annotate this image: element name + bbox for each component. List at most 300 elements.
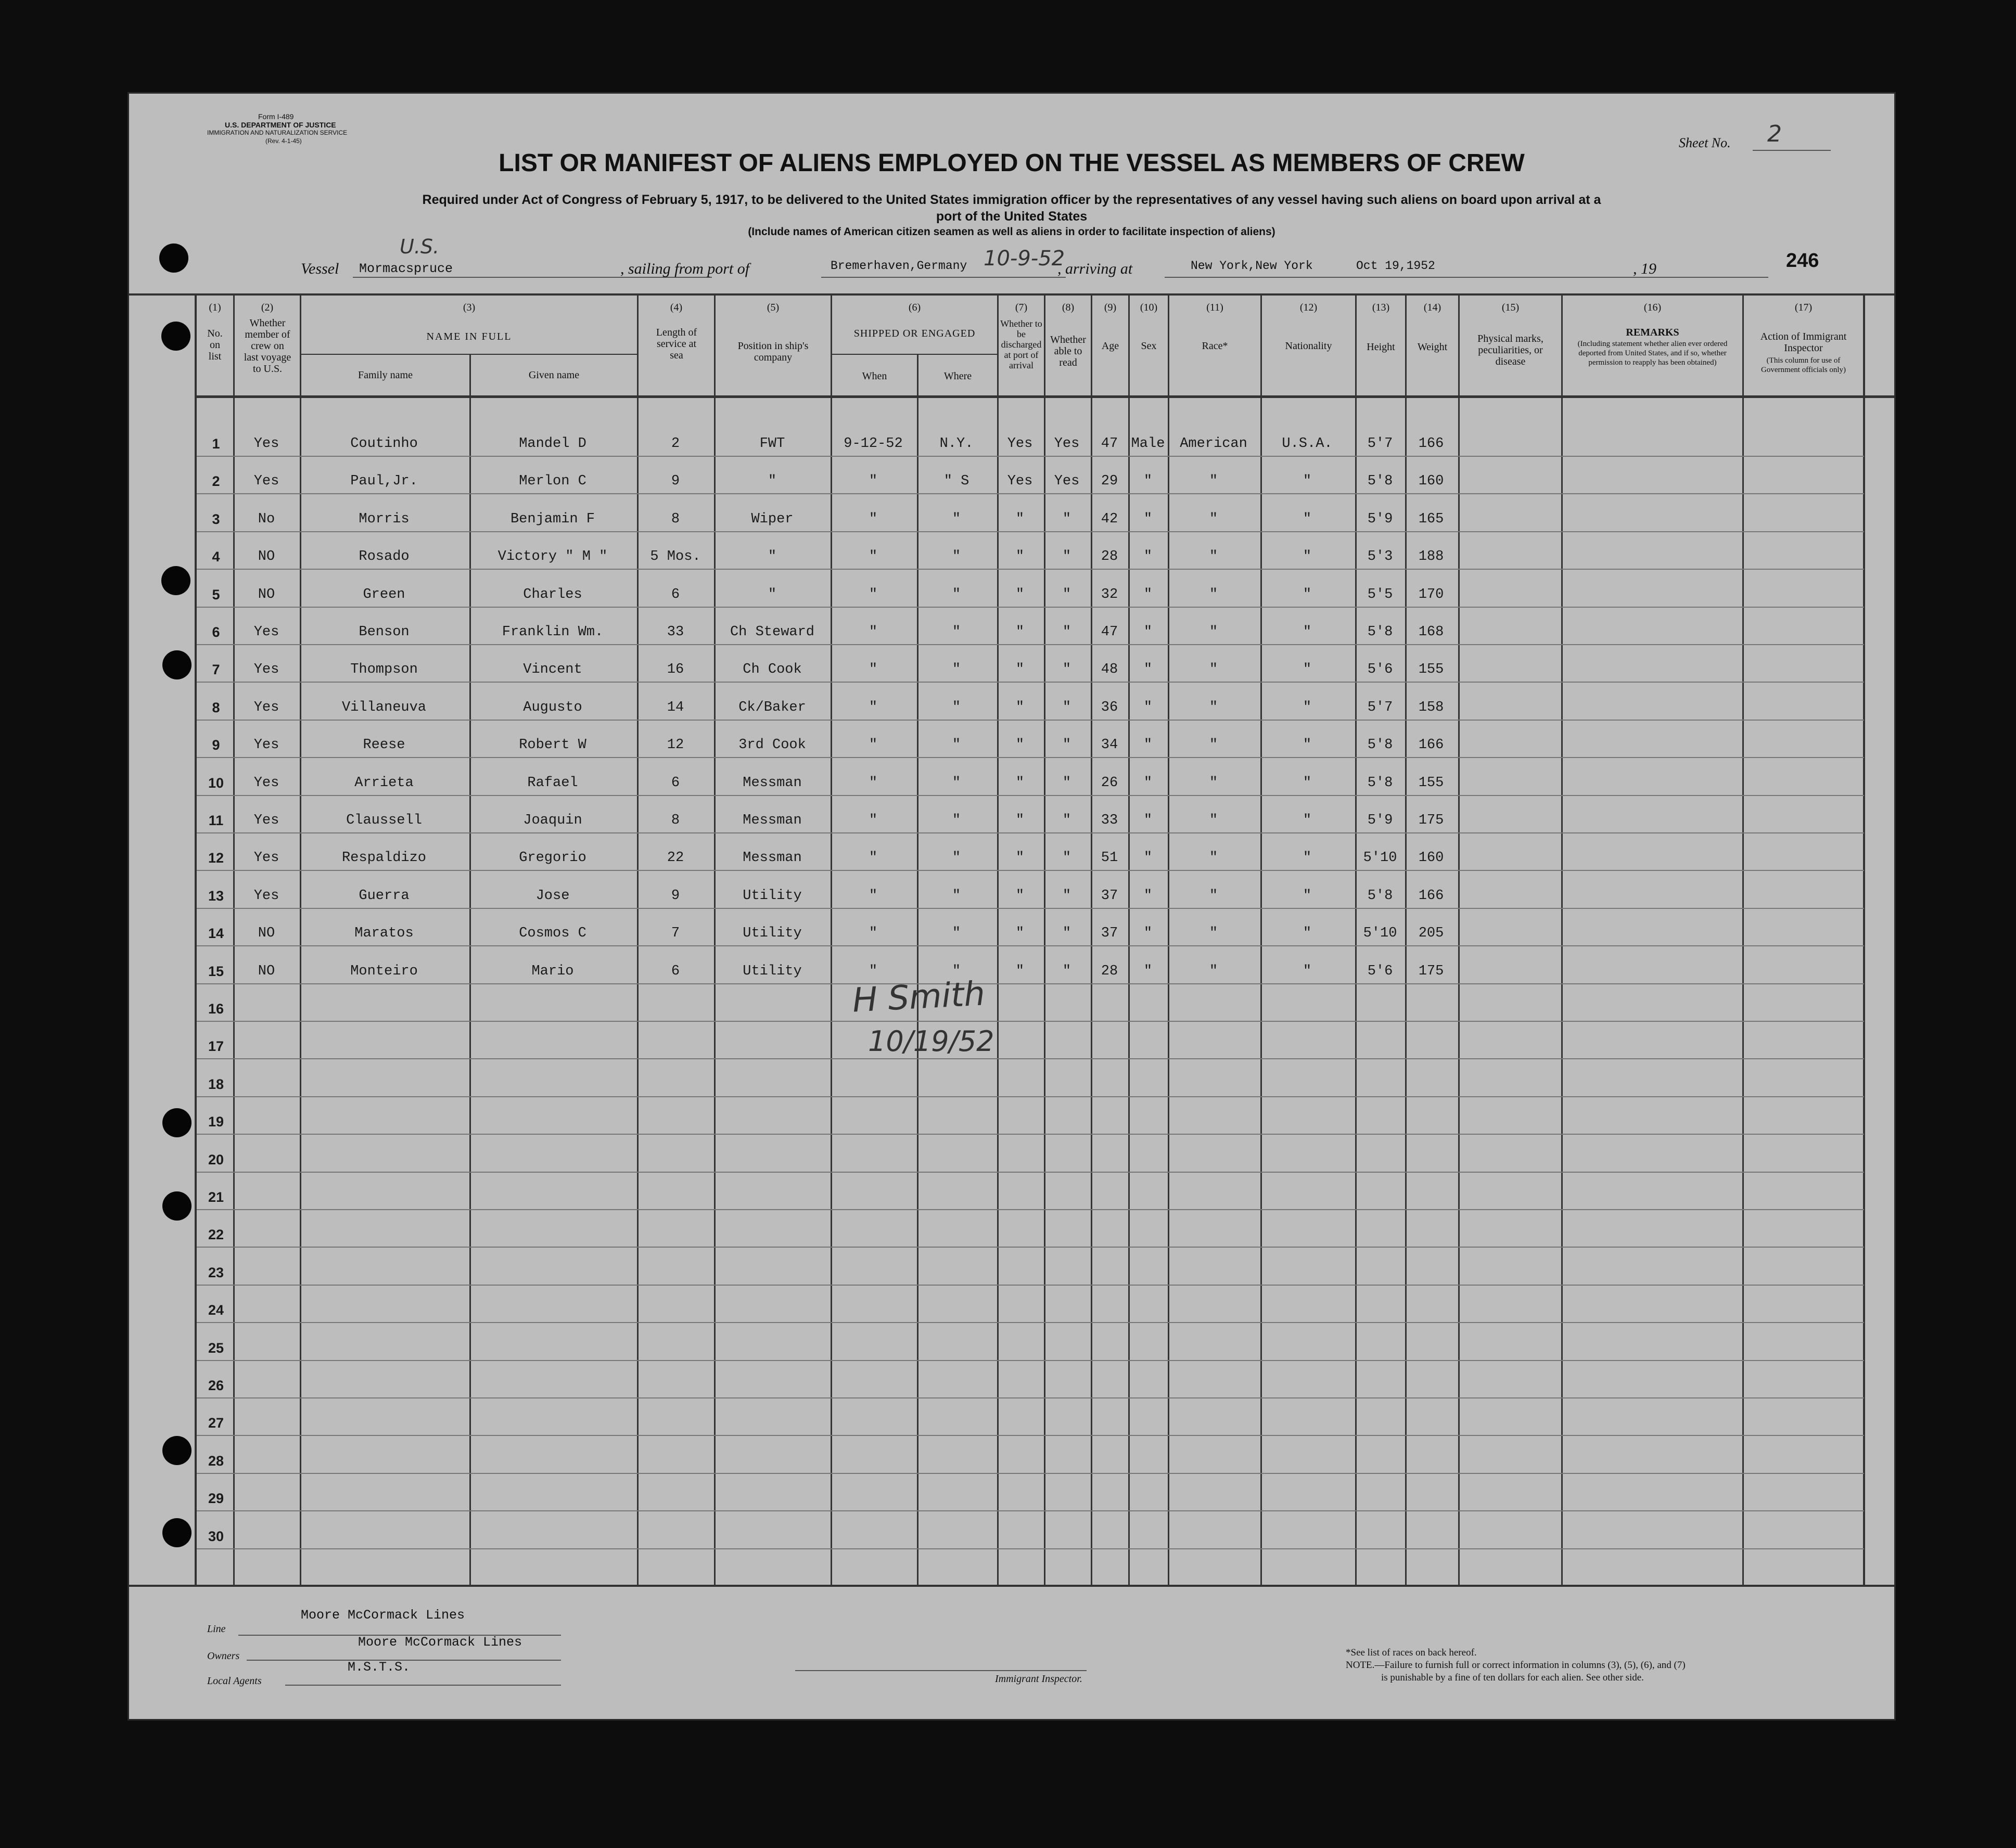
cell-shipped-when: 9-12-52 [844, 436, 903, 452]
cell-position: " [768, 473, 777, 490]
col8-header: Whether able to read [1050, 334, 1086, 368]
cell-shipped-when: " [869, 624, 878, 640]
form-subtitle-2: port of the United States [936, 209, 1088, 224]
cell-to-be-discharged: " [1015, 586, 1025, 602]
cell-sex: " [1143, 699, 1153, 715]
cell-length-of-service: 6 [671, 963, 680, 979]
punch-hole [162, 1191, 192, 1221]
signature-date: 10/19/52 [868, 1025, 994, 1058]
col14-number: (14) [1423, 302, 1441, 313]
col12-number: (12) [1299, 302, 1318, 313]
cell-sex: " [1143, 888, 1153, 904]
punch-hole [162, 650, 192, 679]
cell-shipped-where: " [952, 549, 961, 565]
cell-able-to-read: " [1062, 549, 1071, 565]
cell-prev-voyage: NO [258, 549, 275, 565]
cell-able-to-read: " [1062, 926, 1071, 942]
cell-shipped-when: " [869, 813, 878, 828]
cell-race: " [1209, 699, 1218, 715]
form-subtitle-3: (Include names of American citizen seamen as well as aliens in order to facilitate inspection of aliens) [748, 226, 1275, 238]
col2-header: Whether member of crew on last voyage to U.S. [244, 317, 291, 375]
row-number: 22 [208, 1227, 224, 1243]
row-rule [197, 1134, 1864, 1135]
cell-shipped-where: " [952, 699, 961, 715]
cell-able-to-read: " [1062, 586, 1071, 602]
col-border [469, 354, 471, 1587]
col9-header: Age [1101, 340, 1119, 352]
row-rule [197, 531, 1864, 532]
cell-given-name: Mandel D [519, 436, 586, 452]
row-number: 11 [208, 813, 224, 828]
sheet-number: 2 [1767, 121, 1782, 147]
cell-position: FWT [759, 436, 785, 452]
row-rule [197, 945, 1864, 946]
cell-height: 5'8 [1367, 473, 1393, 490]
cell-family-name: Thompson [350, 662, 418, 678]
cell-family-name: Green [363, 586, 405, 602]
cell-shipped-when: " [869, 850, 878, 866]
subheader-line-3 [300, 354, 638, 355]
cell-shipped-when: " [869, 888, 878, 904]
inspector-underline [795, 1670, 1087, 1671]
cell-family-name: Reese [363, 737, 405, 753]
cell-nationality: " [1303, 586, 1312, 602]
form-revision: (Rev. 4-1-45) [265, 137, 302, 145]
cell-race: " [1209, 888, 1218, 904]
cell-given-name: Cosmos C [519, 926, 586, 942]
cell-shipped-when: " [869, 586, 878, 602]
cell-weight: 155 [1418, 662, 1444, 678]
cell-race: " [1209, 624, 1218, 640]
cell-prev-voyage: Yes [253, 850, 279, 866]
row-number: 2 [212, 473, 220, 490]
cell-length-of-service: 2 [671, 436, 680, 452]
cell-shipped-where: " [952, 624, 961, 640]
col8-number: (8) [1062, 302, 1075, 313]
cell-able-to-read: " [1062, 850, 1071, 866]
cell-nationality: " [1303, 775, 1312, 791]
cell-nationality: " [1303, 624, 1312, 640]
row-number: 16 [208, 1001, 224, 1017]
row-number: 25 [208, 1340, 224, 1356]
col4-header: Length of service at sea [656, 327, 697, 361]
col6-where-header: Where [943, 370, 972, 382]
row-number: 23 [208, 1264, 224, 1280]
col3-number: (3) [463, 302, 476, 313]
cell-prev-voyage: Yes [253, 813, 279, 828]
vessel-label: Vessel [301, 260, 339, 277]
cell-age: 32 [1101, 586, 1118, 602]
arrival-date: Oct 19,1952 [1356, 259, 1435, 273]
cell-height: 5'10 [1363, 850, 1397, 866]
cell-shipped-when: " [869, 549, 878, 565]
cell-shipped-where: " [952, 888, 961, 904]
col1-header: No. on list [207, 328, 223, 362]
sheet-label: Sheet No. [1679, 135, 1731, 150]
agents-value: M.S.T.S. [348, 1660, 411, 1675]
cell-prev-voyage: Yes [253, 737, 279, 753]
row-rule [197, 908, 1864, 909]
cell-race: " [1209, 511, 1218, 527]
port-underline [821, 277, 1066, 278]
cell-to-be-discharged: " [1015, 813, 1025, 828]
cell-sex: " [1143, 662, 1153, 678]
col6-number: (6) [908, 302, 921, 313]
cell-nationality: " [1303, 662, 1312, 678]
punch-hole [162, 1108, 192, 1137]
agents-label: Local Agents [207, 1675, 262, 1687]
cell-shipped-when: " [869, 511, 878, 527]
cell-position: Wiper [751, 511, 794, 527]
row-rule [197, 1172, 1864, 1173]
cell-length-of-service: 7 [671, 926, 680, 942]
cell-height: 5'5 [1367, 586, 1393, 602]
col13-number: (13) [1372, 302, 1390, 313]
form-subtitle-1: Required under Act of Congress of February 5, 1917, to be delivered to the United States immigration officer by the representatives of any vessel having such aliens on board upon arrival at a [422, 192, 1601, 207]
row-rule [197, 1096, 1864, 1097]
col4-number: (4) [670, 302, 683, 313]
cell-position: " [768, 549, 777, 565]
cell-race: " [1209, 775, 1218, 791]
cell-height: 5'9 [1367, 813, 1393, 828]
cell-height: 5'3 [1367, 549, 1393, 565]
cell-given-name: Franklin Wm. [502, 624, 604, 640]
row-number: 29 [208, 1491, 224, 1507]
col-border [1742, 293, 1744, 1587]
cell-position: Utility [743, 963, 802, 979]
cell-able-to-read: " [1062, 662, 1071, 678]
row-rule [197, 1548, 1864, 1549]
row-number: 24 [208, 1302, 224, 1318]
row-rule [197, 1021, 1864, 1022]
cell-race: " [1209, 813, 1218, 828]
cell-family-name: Respaldizo [341, 850, 427, 866]
cell-able-to-read: " [1062, 813, 1071, 828]
col10-header: Sex [1141, 340, 1157, 352]
footer-note-1: *See list of races on back hereof. [1346, 1647, 1477, 1658]
cell-length-of-service: 16 [667, 662, 684, 678]
cell-age: 34 [1101, 737, 1118, 753]
cell-able-to-read: " [1062, 699, 1071, 715]
punch-hole [159, 243, 188, 273]
col13-header: Height [1367, 341, 1395, 353]
cell-nationality: " [1303, 926, 1312, 942]
cell-sex: " [1143, 926, 1153, 942]
cell-length-of-service: 8 [671, 813, 680, 828]
cell-able-to-read: Yes [1054, 473, 1080, 490]
row-rule [197, 757, 1864, 758]
cell-weight: 165 [1418, 511, 1444, 527]
cell-to-be-discharged: " [1015, 737, 1025, 753]
row-number: 8 [212, 699, 220, 715]
cell-weight: 166 [1418, 888, 1444, 904]
cell-height: 5'8 [1367, 624, 1393, 640]
footer-note-2: NOTE.—Failure to furnish full or correct information in columns (3), (5), (6), and (7) [1346, 1660, 1686, 1671]
sailing-label: , sailing from port of [620, 260, 750, 277]
punch-hole [162, 1436, 192, 1465]
row-number: 15 [208, 963, 224, 979]
cell-sex: " [1143, 549, 1153, 565]
cell-weight: 188 [1418, 549, 1444, 565]
cell-height: 5'6 [1367, 662, 1393, 678]
cell-to-be-discharged: " [1015, 850, 1025, 866]
cell-race: " [1209, 662, 1218, 678]
cell-prev-voyage: Yes [253, 436, 279, 452]
cell-weight: 166 [1418, 436, 1444, 452]
cell-age: 33 [1101, 813, 1118, 828]
cell-age: 28 [1101, 549, 1118, 565]
cell-age: 36 [1101, 699, 1118, 715]
cell-weight: 175 [1418, 963, 1444, 979]
cell-shipped-where: N.Y. [939, 436, 974, 452]
cell-to-be-discharged: Yes [1007, 473, 1033, 490]
cell-able-to-read: " [1062, 737, 1071, 753]
row-rule [197, 607, 1864, 608]
col16-number: (16) [1643, 302, 1662, 313]
cell-height: 5'9 [1367, 511, 1393, 527]
cell-family-name: Morris [359, 511, 410, 527]
cell-weight: 160 [1418, 850, 1444, 866]
row-number: 26 [208, 1378, 224, 1393]
cell-length-of-service: 8 [671, 511, 680, 527]
cell-shipped-where: " [952, 662, 961, 678]
col14-header: Weight [1417, 341, 1448, 353]
row-number: 4 [212, 549, 220, 565]
cell-family-name: Benson [359, 624, 410, 640]
cell-length-of-service: 6 [671, 775, 680, 791]
cell-to-be-discharged: Yes [1007, 436, 1033, 452]
cell-nationality: " [1303, 549, 1312, 565]
cell-shipped-where: " [952, 586, 961, 602]
cell-family-name: Claussell [346, 813, 422, 828]
cell-prev-voyage: Yes [253, 624, 279, 640]
cell-given-name: Joaquin [523, 813, 582, 828]
vessel-name: Mormacspruce [359, 261, 453, 276]
row-number: 14 [208, 926, 224, 942]
cell-age: 42 [1101, 511, 1118, 527]
year-underline [1663, 277, 1736, 278]
row-rule [197, 1435, 1864, 1436]
row-rule [197, 569, 1864, 570]
row-number: 28 [208, 1453, 224, 1469]
row-rule [197, 832, 1864, 833]
vessel-handwritten-note: U.S. [400, 235, 440, 258]
cell-shipped-when: " [869, 737, 878, 753]
line-value: Moore McCormack Lines [301, 1608, 465, 1623]
row-number: 21 [208, 1189, 224, 1205]
col1-number: (1) [209, 302, 221, 313]
cell-able-to-read: " [1062, 963, 1071, 979]
cell-sex: Male [1131, 436, 1165, 452]
cell-height: 5'6 [1367, 963, 1393, 979]
cell-weight: 160 [1418, 473, 1444, 490]
sailing-date-handwritten: 10-9-52 [984, 247, 1065, 271]
cell-shipped-where: " [952, 737, 961, 753]
cell-position: " [768, 586, 777, 602]
col12-header: Nationality [1285, 340, 1332, 352]
cell-position: Ck/Baker [738, 699, 806, 715]
cell-given-name: Jose [535, 888, 570, 904]
punch-hole [161, 566, 190, 595]
cell-age: 28 [1101, 963, 1118, 979]
col7-header: Whether to be discharged at port of arrival [1000, 318, 1042, 370]
col17-subheader: (This column for use of Government officials only) [1760, 356, 1846, 374]
cell-nationality: " [1303, 850, 1312, 866]
agents-underline [285, 1685, 561, 1686]
cell-sex: " [1143, 586, 1153, 602]
form-number: Form I-489 [258, 112, 294, 121]
row-number: 7 [212, 662, 220, 678]
cell-race: " [1209, 586, 1218, 602]
sailing-port: Bremerhaven,Germany [831, 259, 967, 273]
cell-length-of-service: 9 [671, 473, 680, 490]
cell-given-name: Robert W [519, 737, 586, 753]
cell-sex: " [1143, 775, 1153, 791]
col5-header: Position in ship's company [737, 340, 809, 363]
cell-family-name: Villaneuva [341, 699, 427, 715]
col3-family-header: Family name [358, 369, 413, 381]
col3-header: NAME IN FULL [426, 331, 512, 342]
cell-nationality: U.S.A. [1282, 436, 1333, 452]
cell-sex: " [1143, 511, 1153, 527]
col17-header: Action of Immigrant Inspector [1760, 331, 1847, 354]
cell-given-name: Victory " M " [497, 549, 608, 565]
col11-number: (11) [1206, 302, 1223, 313]
cell-prev-voyage: NO [258, 926, 275, 942]
cell-prev-voyage: Yes [253, 662, 279, 678]
manifest-page [129, 94, 1894, 1719]
cell-length-of-service: 5 Mos. [650, 549, 701, 565]
row-rule [197, 1322, 1864, 1323]
col-border [1863, 293, 1865, 1587]
cell-race: " [1209, 473, 1218, 490]
row-rule [197, 1285, 1864, 1286]
cell-sex: " [1143, 473, 1153, 490]
cell-length-of-service: 33 [667, 624, 684, 640]
cell-shipped-when: " [869, 963, 878, 979]
col6-header: SHIPPED OR ENGAGED [853, 328, 976, 339]
col16-header: REMARKS [1626, 327, 1679, 338]
row-number: 17 [208, 1038, 224, 1055]
row-number: 5 [212, 586, 220, 602]
cell-height: 5'8 [1367, 737, 1393, 753]
row-rule [197, 1473, 1864, 1474]
cell-length-of-service: 22 [667, 850, 684, 866]
cell-to-be-discharged: " [1015, 699, 1025, 715]
inspector-label: Immigrant Inspector. [995, 1673, 1082, 1685]
cell-age: 47 [1101, 624, 1118, 640]
row-rule [197, 1058, 1864, 1059]
cell-age: 47 [1101, 436, 1118, 452]
cell-shipped-when: " [869, 473, 878, 490]
row-rule [197, 1247, 1864, 1248]
cell-nationality: " [1303, 813, 1312, 828]
cell-length-of-service: 9 [671, 888, 680, 904]
cell-position: Ch Cook [743, 662, 802, 678]
cell-race: American [1180, 436, 1247, 452]
row-rule [197, 795, 1864, 796]
cell-prev-voyage: Yes [253, 473, 279, 490]
cell-nationality: " [1303, 699, 1312, 715]
col6-when-header: When [862, 370, 887, 382]
cell-race: " [1209, 926, 1218, 942]
cell-family-name: Arrieta [354, 775, 414, 791]
cell-shipped-where: " [952, 850, 961, 866]
cell-given-name: Merlon C [519, 473, 586, 490]
cell-age: 26 [1101, 775, 1118, 791]
cell-given-name: Gregorio [519, 850, 586, 866]
form-service: IMMIGRATION AND NATURALIZATION SERVICE [207, 129, 348, 136]
col9-number: (9) [1104, 302, 1117, 313]
table-top-border [129, 293, 1894, 296]
cell-age: 37 [1101, 926, 1118, 942]
cell-shipped-where: " [952, 511, 961, 527]
cell-position: Ch Steward [730, 624, 815, 640]
cell-shipped-when: " [869, 926, 878, 942]
cell-given-name: Augusto [523, 699, 582, 715]
cell-shipped-when: " [869, 662, 878, 678]
cell-able-to-read: " [1062, 888, 1071, 904]
cell-prev-voyage: NO [258, 963, 275, 979]
cell-weight: 175 [1418, 813, 1444, 828]
cell-sex: " [1143, 813, 1153, 828]
arriving-label: , arriving at [1057, 260, 1133, 277]
cell-weight: 205 [1418, 926, 1444, 942]
row-number: 18 [208, 1076, 224, 1092]
cell-nationality: " [1303, 888, 1312, 904]
cell-to-be-discharged: " [1015, 549, 1025, 565]
row-number: 27 [208, 1415, 224, 1431]
cell-position: Utility [743, 926, 802, 942]
cell-given-name: Rafael [527, 775, 578, 791]
col16-subheader: (Including statement whether alien ever ordered deported from United States, and if so, whether permission to reapply has been obtained) [1577, 340, 1728, 367]
owners-label: Owners [207, 1650, 240, 1662]
cell-sex: " [1143, 963, 1153, 979]
row-number: 10 [208, 775, 224, 791]
punch-hole [161, 322, 190, 351]
cell-weight: 155 [1418, 775, 1444, 791]
cell-height: 5'8 [1367, 775, 1393, 791]
cell-prev-voyage: No [258, 511, 275, 527]
row-number: 3 [212, 511, 220, 527]
cell-height: 5'8 [1367, 888, 1393, 904]
cell-to-be-discharged: " [1015, 963, 1025, 979]
cell-prev-voyage: Yes [253, 888, 279, 904]
row-rule [197, 1360, 1864, 1361]
col-border [1561, 293, 1563, 1587]
cell-to-be-discharged: " [1015, 662, 1025, 678]
cell-to-be-discharged: " [1015, 775, 1025, 791]
cell-shipped-where: " [952, 813, 961, 828]
cell-to-be-discharged: " [1015, 926, 1025, 942]
cell-position: Messman [743, 775, 802, 791]
cell-nationality: " [1303, 511, 1312, 527]
cell-height: 5'7 [1367, 699, 1393, 715]
cell-shipped-where: " [952, 775, 961, 791]
table-bottom-border [129, 1585, 1894, 1587]
arrival-port: New York,New York [1191, 259, 1313, 273]
line-label: Line [207, 1623, 226, 1635]
cell-able-to-read: " [1062, 511, 1071, 527]
row-rule [197, 682, 1864, 683]
footer-note-3: is punishable by a fine of ten dollars for each alien. See other side. [1381, 1672, 1644, 1683]
cell-weight: 170 [1418, 586, 1444, 602]
punch-hole [162, 1518, 192, 1547]
cell-age: 48 [1101, 662, 1118, 678]
row-number: 30 [208, 1528, 224, 1544]
stamp-number: 246 [1786, 250, 1819, 272]
cell-shipped-where: " [952, 963, 961, 979]
